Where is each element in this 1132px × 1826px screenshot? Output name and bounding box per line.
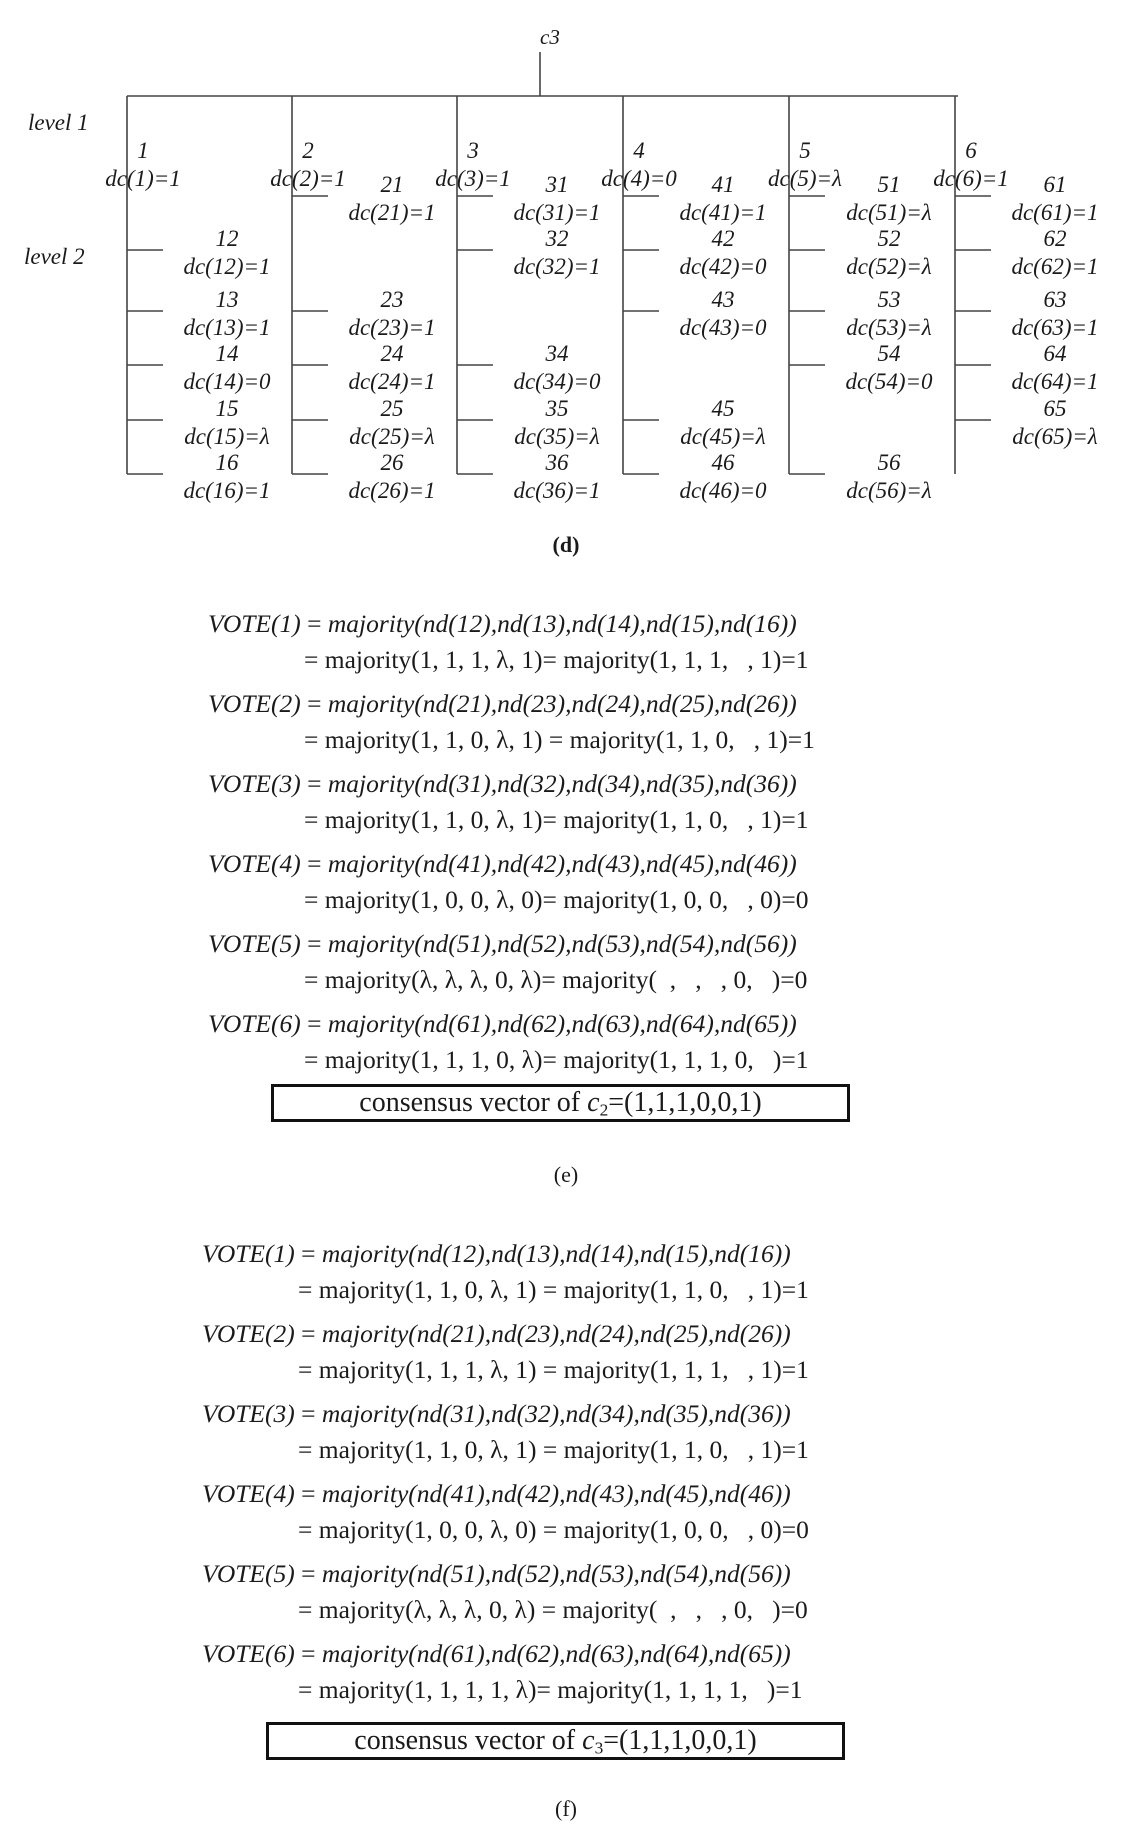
child-dc-42: dc(42)=0 xyxy=(679,254,767,279)
caption-d-text: (d) xyxy=(552,532,580,557)
child-id-21: 21 xyxy=(380,172,404,197)
child-id-36: 36 xyxy=(545,450,569,475)
node-dc-3: dc(3)=1 xyxy=(435,166,511,191)
vote-expression: majority(nd(31),nd(32),nd(34),nd(35),nd(36)) xyxy=(327,769,797,798)
vote-evaluation: = majority(1, 1, 0, λ, 1) = majority(1, 1, 0, , 1)=1 xyxy=(298,1275,809,1304)
caption-e: (e) xyxy=(553,1162,579,1187)
level1-label: level 1 xyxy=(28,110,89,135)
vote-label: VOTE(4) xyxy=(208,849,301,878)
child-id-51: 51 xyxy=(877,172,901,197)
child-dc-34: dc(34)=0 xyxy=(513,369,601,394)
vote-equals: = xyxy=(300,1009,328,1038)
child-id-34: 34 xyxy=(545,341,569,366)
vote-evaluation: = majority(λ, λ, λ, 0, λ) = majority( , , , 0, )=0 xyxy=(298,1595,808,1624)
node-id-5: 5 xyxy=(799,138,811,163)
vote-expression: majority(nd(51),nd(52),nd(53),nd(54),nd(56)) xyxy=(321,1559,791,1588)
child-id-24: 24 xyxy=(380,341,404,366)
child-dc-45: dc(45)=λ xyxy=(680,424,766,449)
vote-expression: majority(nd(12),nd(13),nd(14),nd(15),nd(16)) xyxy=(327,609,797,638)
vote-equals: = xyxy=(294,1639,322,1668)
consensus-prefix-f: consensus vector of xyxy=(354,1725,576,1756)
child-dc-12: dc(12)=1 xyxy=(183,254,271,279)
vote-line xyxy=(202,1316,809,1352)
child-dc-46: dc(46)=0 xyxy=(679,478,767,503)
tree-nodes xyxy=(105,96,1098,503)
node-id-3: 3 xyxy=(467,138,479,163)
node-dc-5: dc(5)=λ xyxy=(767,166,843,191)
child-id-52: 52 xyxy=(877,226,901,251)
child-id-64: 64 xyxy=(1043,341,1067,366)
child-id-42: 42 xyxy=(711,226,735,251)
vote-5 xyxy=(202,1556,809,1636)
child-id-63: 63 xyxy=(1043,287,1067,312)
consensus-var-e: c xyxy=(587,1087,600,1118)
child-dc-56: dc(56)=λ xyxy=(846,478,932,503)
vote-4 xyxy=(202,1476,809,1556)
vote-line xyxy=(202,1396,809,1432)
vote-equals: = xyxy=(300,769,328,798)
vote-equals: = xyxy=(300,689,328,718)
child-dc-16: dc(16)=1 xyxy=(183,478,271,503)
vote-evaluation: = majority(1, 1, 1, λ, 1)= majority(1, 1, 1, , 1)=1 xyxy=(304,645,809,674)
level2-label: level 2 xyxy=(24,244,85,269)
child-id-26: 26 xyxy=(380,450,404,475)
vote-expression: majority(nd(21),nd(23),nd(24),nd(25),nd(26)) xyxy=(321,1319,791,1348)
vote-equals: = xyxy=(300,849,328,878)
vote-label: VOTE(2) xyxy=(208,689,301,718)
child-id-14: 14 xyxy=(215,341,239,366)
vote-line xyxy=(202,1236,809,1272)
child-dc-15: dc(15)=λ xyxy=(184,424,270,449)
child-dc-21: dc(21)=1 xyxy=(348,200,436,225)
child-dc-41: dc(41)=1 xyxy=(679,200,767,225)
consensus-prefix-e: consensus vector of xyxy=(359,1087,581,1118)
vote-label: VOTE(6) xyxy=(202,1639,295,1668)
child-dc-26: dc(26)=1 xyxy=(348,478,436,503)
child-dc-32: dc(32)=1 xyxy=(513,254,601,279)
child-id-25: 25 xyxy=(380,396,404,421)
child-dc-54: dc(54)=0 xyxy=(845,369,933,394)
vote-label: VOTE(1) xyxy=(202,1239,295,1268)
child-id-41: 41 xyxy=(711,172,735,197)
vote-expression: majority(nd(41),nd(42),nd(43),nd(45),nd(46)) xyxy=(321,1479,791,1508)
child-id-65: 65 xyxy=(1043,396,1067,421)
child-id-45: 45 xyxy=(711,396,735,421)
child-id-46: 46 xyxy=(711,450,735,475)
consensus-var-f: c xyxy=(582,1725,595,1756)
vote-equals: = xyxy=(294,1399,322,1428)
consensus-sub-f: 3 xyxy=(594,1738,604,1758)
vote-expression: majority(nd(61),nd(62),nd(63),nd(64),nd(65)) xyxy=(321,1639,791,1668)
root-var: c3 xyxy=(540,25,560,49)
vote-6 xyxy=(208,1006,815,1078)
child-dc-31: dc(31)=1 xyxy=(513,200,601,225)
vote-3 xyxy=(208,766,815,846)
child-id-61: 61 xyxy=(1043,172,1067,197)
vote-line xyxy=(208,926,815,962)
child-dc-53: dc(53)=λ xyxy=(846,315,932,340)
vote-line xyxy=(208,766,815,802)
vote-evaluation: = majority(1, 1, 0, λ, 1) = majority(1, 1, 0, , 1)=1 xyxy=(298,1435,809,1464)
child-dc-64: dc(64)=1 xyxy=(1011,369,1099,394)
child-id-12: 12 xyxy=(215,226,239,251)
vote-1 xyxy=(202,1236,809,1316)
consensus-value-e: =(1,1,1,0,0,1) xyxy=(608,1087,762,1118)
vote-line xyxy=(208,1006,815,1042)
node-dc-4: dc(4)=0 xyxy=(601,166,677,191)
child-dc-35: dc(35)=λ xyxy=(514,424,600,449)
tree-diagram xyxy=(0,0,1132,510)
vote-expression: majority(nd(31),nd(32),nd(34),nd(35),nd(36)) xyxy=(321,1399,791,1428)
consensus-sub-e: 2 xyxy=(599,1100,609,1120)
vote-label: VOTE(1) xyxy=(208,609,301,638)
node-id-4: 4 xyxy=(633,138,645,163)
child-id-32: 32 xyxy=(545,226,569,251)
child-dc-25: dc(25)=λ xyxy=(349,424,435,449)
vote-label: VOTE(2) xyxy=(202,1319,295,1348)
child-dc-51: dc(51)=λ xyxy=(846,200,932,225)
child-id-62: 62 xyxy=(1043,226,1067,251)
vote-6 xyxy=(202,1636,809,1708)
child-dc-43: dc(43)=0 xyxy=(679,315,767,340)
vote-equals: = xyxy=(294,1239,322,1268)
child-dc-65: dc(65)=λ xyxy=(1012,424,1098,449)
child-id-13: 13 xyxy=(215,287,239,312)
vote-line xyxy=(208,686,815,722)
vote-label: VOTE(5) xyxy=(208,929,301,958)
vote-label: VOTE(3) xyxy=(208,769,301,798)
vote-evaluation: = majority(1, 1, 1, 1, λ)= majority(1, 1, 1, 1, )=1 xyxy=(298,1675,803,1704)
child-dc-24: dc(24)=1 xyxy=(348,369,436,394)
vote-5 xyxy=(208,926,815,1006)
child-dc-62: dc(62)=1 xyxy=(1011,254,1099,279)
child-id-43: 43 xyxy=(711,287,735,312)
vote-2 xyxy=(202,1316,809,1396)
node-id-1: 1 xyxy=(137,138,149,163)
child-id-15: 15 xyxy=(215,396,239,421)
child-id-16: 16 xyxy=(215,450,239,475)
vote-line xyxy=(202,1556,809,1592)
vote-evaluation: = majority(λ, λ, λ, 0, λ)= majority( , , , 0, )=0 xyxy=(304,965,808,994)
child-id-35: 35 xyxy=(545,396,569,421)
vote-expression: majority(nd(21),nd(23),nd(24),nd(25),nd(26)) xyxy=(327,689,797,718)
node-id-6: 6 xyxy=(965,138,977,163)
vote-label: VOTE(5) xyxy=(202,1559,295,1588)
vote-evaluation: = majority(1, 0, 0, λ, 0) = majority(1, 0, 0, , 0)=0 xyxy=(298,1515,809,1544)
vote-equals: = xyxy=(294,1319,322,1348)
vote-equals: = xyxy=(300,609,328,638)
consensus-box-f xyxy=(266,1722,845,1760)
child-dc-36: dc(36)=1 xyxy=(513,478,601,503)
consensus-value-f: =(1,1,1,0,0,1) xyxy=(603,1725,757,1756)
child-dc-63: dc(63)=1 xyxy=(1011,315,1099,340)
vote-block-f xyxy=(202,1236,809,1708)
child-id-56: 56 xyxy=(877,450,901,475)
child-id-31: 31 xyxy=(545,172,569,197)
child-dc-52: dc(52)=λ xyxy=(846,254,932,279)
child-dc-61: dc(61)=1 xyxy=(1011,200,1099,225)
vote-4 xyxy=(208,846,815,926)
child-dc-23: dc(23)=1 xyxy=(348,315,436,340)
vote-line xyxy=(202,1476,809,1512)
vote-1 xyxy=(208,606,815,686)
child-id-54: 54 xyxy=(877,341,901,366)
node-dc-6: dc(6)=1 xyxy=(933,166,1009,191)
node-id-2: 2 xyxy=(302,138,314,163)
node-dc-1: dc(1)=1 xyxy=(105,166,181,191)
vote-label: VOTE(6) xyxy=(208,1009,301,1038)
vote-equals: = xyxy=(294,1479,322,1508)
child-id-23: 23 xyxy=(380,287,404,312)
vote-evaluation: = majority(1, 1, 0, λ, 1) = majority(1, 1, 0, , 1)=1 xyxy=(304,725,815,754)
vote-line xyxy=(208,846,815,882)
child-dc-13: dc(13)=1 xyxy=(183,315,271,340)
vote-3 xyxy=(202,1396,809,1476)
caption-f: (f) xyxy=(555,1796,577,1821)
vote-line xyxy=(208,606,815,642)
child-dc-14: dc(14)=0 xyxy=(183,369,271,394)
vote-block-e xyxy=(208,606,815,1078)
vote-label: VOTE(3) xyxy=(202,1399,295,1428)
vote-evaluation: = majority(1, 1, 0, λ, 1)= majority(1, 1, 0, , 1)=1 xyxy=(304,805,809,834)
vote-expression: majority(nd(12),nd(13),nd(14),nd(15),nd(16)) xyxy=(321,1239,791,1268)
vote-label: VOTE(4) xyxy=(202,1479,295,1508)
vote-expression: majority(nd(51),nd(52),nd(53),nd(54),nd(56)) xyxy=(327,929,797,958)
vote-expression: majority(nd(41),nd(42),nd(43),nd(45),nd(46)) xyxy=(327,849,797,878)
vote-2 xyxy=(208,686,815,766)
vote-line xyxy=(202,1636,809,1672)
node-dc-2: dc(2)=1 xyxy=(270,166,346,191)
vote-equals: = xyxy=(294,1559,322,1588)
tree-root-label xyxy=(540,25,560,49)
caption-d xyxy=(0,532,1132,558)
vote-evaluation: = majority(1, 1, 1, λ, 1) = majority(1, 1, 1, , 1)=1 xyxy=(298,1355,809,1384)
child-id-53: 53 xyxy=(877,287,901,312)
vote-evaluation: = majority(1, 0, 0, λ, 0)= majority(1, 0, 0, , 0)=0 xyxy=(304,885,809,914)
vote-equals: = xyxy=(300,929,328,958)
vote-expression: majority(nd(61),nd(62),nd(63),nd(64),nd(65)) xyxy=(327,1009,797,1038)
consensus-box-e xyxy=(271,1084,850,1122)
vote-evaluation: = majority(1, 1, 1, 0, λ)= majority(1, 1, 1, 0, )=1 xyxy=(304,1045,809,1074)
